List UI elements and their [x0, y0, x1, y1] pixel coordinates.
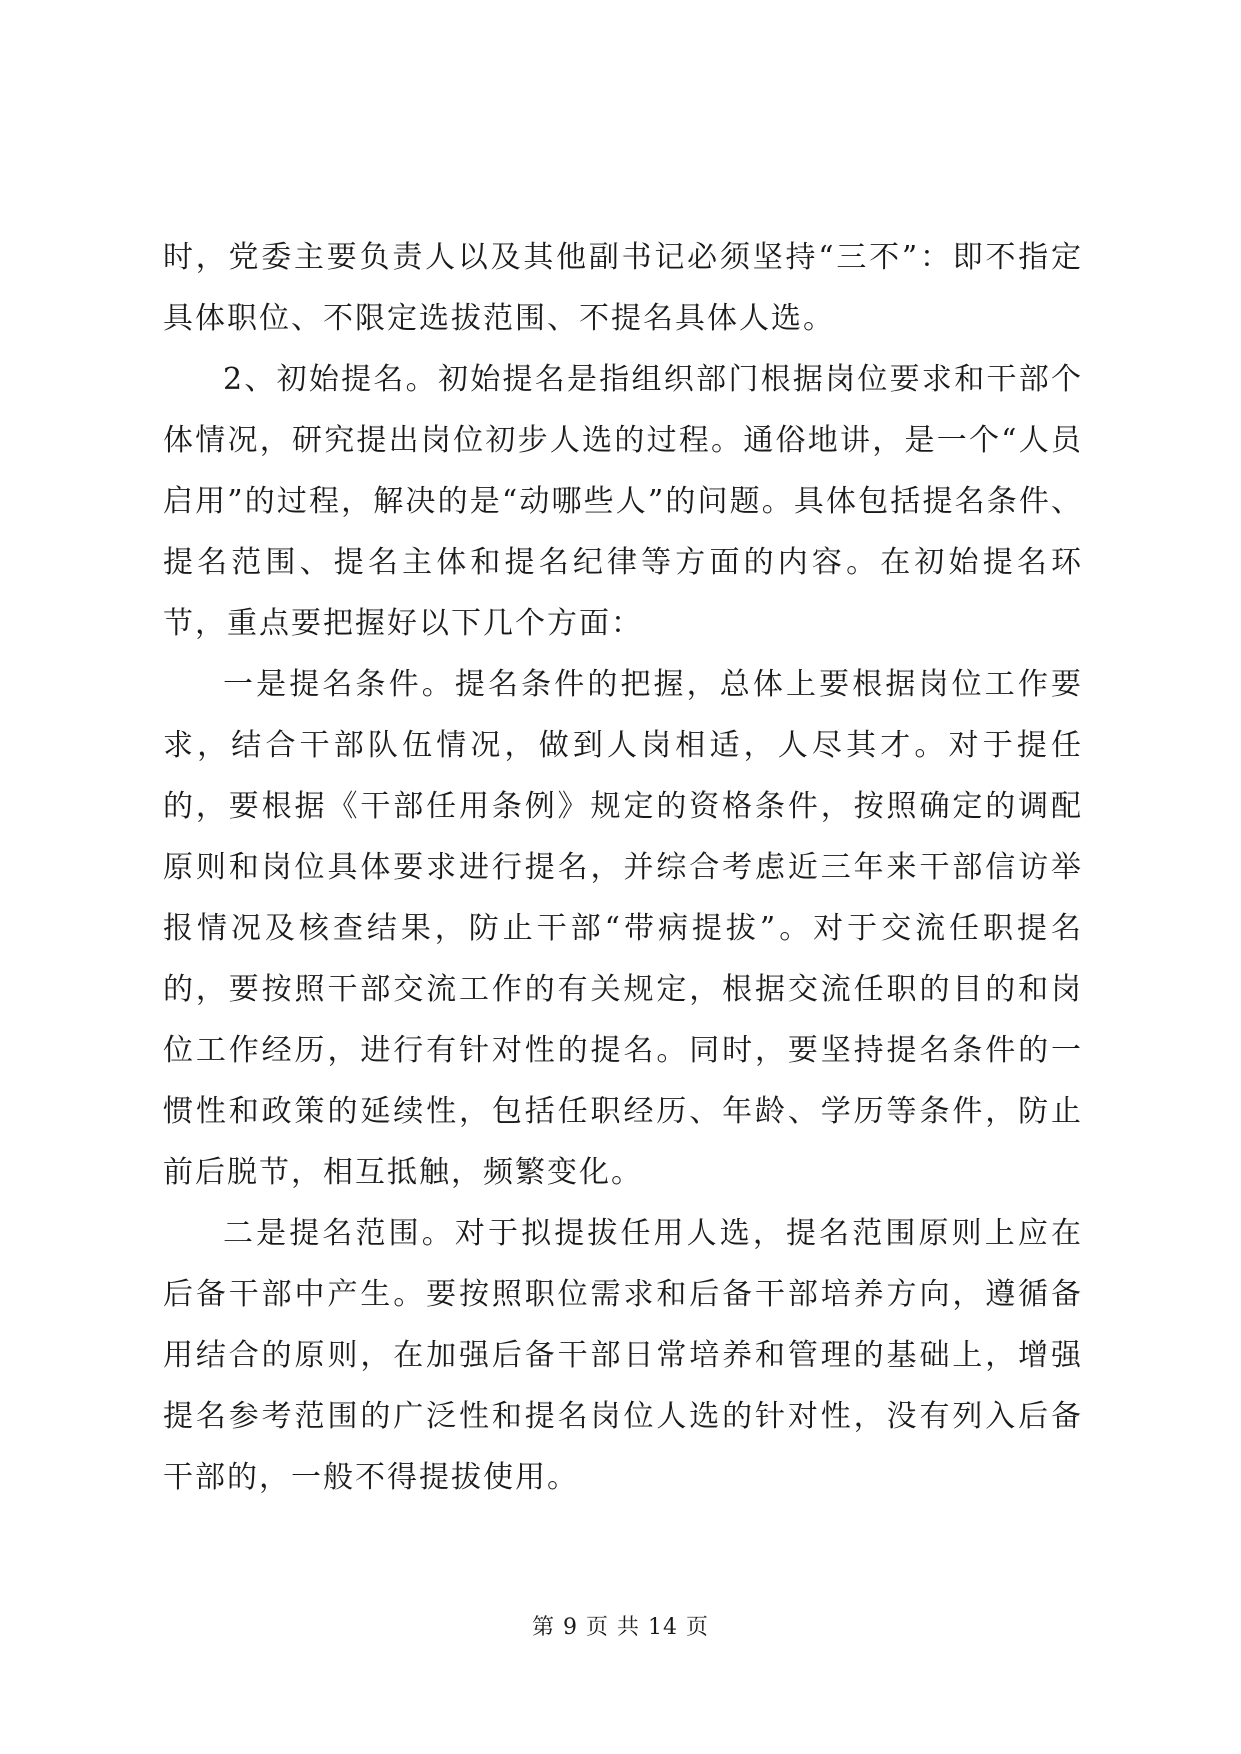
paragraph-initial-nomination: 2、初始提名。初始提名是指组织部门根据岗位要求和干部个体情况，研究提出岗位初步人选的过程。通俗地讲，是一个“人员启用”的过程，解决的是“动哪些人”的问题。具体包括提名条件、提名范围、提名主体和提名纪律等方面的内容。在初始提名环节，重点要把握好以下几个方面：: [163, 362, 1083, 641]
paragraph-nomination-scope: 二是提名范围。对于拟提拔任用人选，提名范围原则上应在后备干部中产生。要按照职位需求和后备干部培养方向，遵循备用结合的原则，在加强后备干部日常培养和管理的基础上，增强提名参考范围的广泛性和提名岗位人选的针对性，没有列入后备干部的，一般不得提拔使用。: [163, 1216, 1083, 1495]
page-number-footer: 第 9 页 共 14 页: [532, 1615, 709, 1640]
paragraph-continuation: 时，党委主要负责人以及其他副书记必须坚持“三不”：即不指定具体职位、不限定选拔范围、不提名具体人选。: [163, 240, 1083, 336]
paragraph-nomination-conditions: 一是提名条件。提名条件的把握，总体上要根据岗位工作要求，结合干部队伍情况，做到人岗相适，人尽其才。对于提任的，要根据《干部任用条例》规定的资格条件，按照确定的调配原则和岗位具体要求进行提名，并综合考虑近三年来干部信访举报情况及核查结果，防止干部“带病提拔”。对于交流任职提名的，要按照干部交流工作的有关规定，根据交流任职的目的和岗位工作经历，进行有针对性的提名。同时，要坚持提名条件的一惯性和政策的延续性，包括任职经历、年龄、学历等条件，防止前后脱节，相互抵触，频繁变化。: [163, 667, 1083, 1190]
document-body: [163, 227, 1083, 1508]
